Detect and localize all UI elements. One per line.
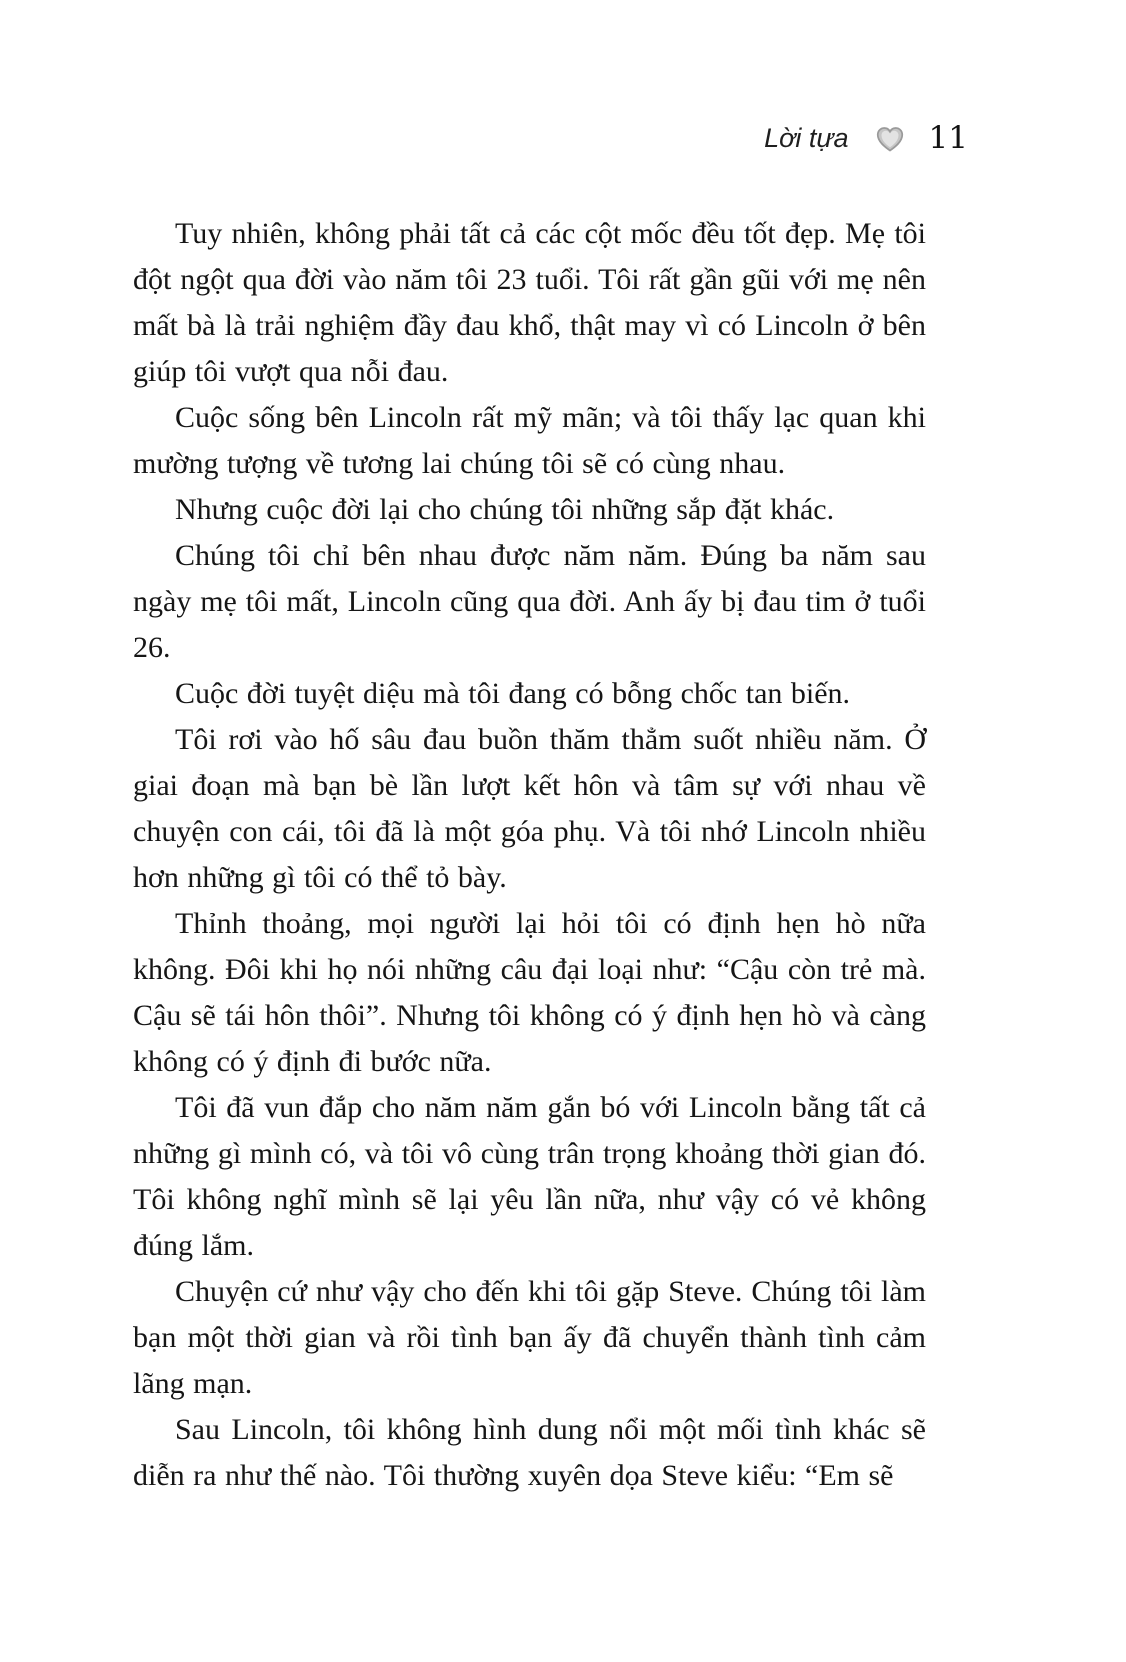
paragraph: Chuyện cứ như vậy cho đến khi tôi gặp Steve. Chúng tôi làm bạn một thời gian và rồi tình bạn ấy đã chuyển thành tình cảm lãng mạn.: [133, 1275, 926, 1400]
paragraph: Tôi rơi vào hố sâu đau buồn thăm thẳm suốt nhiều năm. Ở giai đoạn mà bạn bè lần lượt kết hôn và tâm sự với nhau về chuyện con cái, tôi đã là một góa phụ. Và tôi nhớ Lincoln nhiều hơn những gì tôi có thể tỏ bày.: [133, 723, 926, 894]
paragraph: Tôi đã vun đắp cho năm năm gắn bó với Lincoln bằng tất cả những gì mình có, và tôi vô cùng trân trọng khoảng thời gian đó. Tôi không nghĩ mình sẽ lại yêu lần nữa, như vậy có vẻ không đúng lắm.: [133, 1091, 926, 1262]
paragraph: Nhưng cuộc đời lại cho chúng tôi những sắp đặt khác.: [175, 493, 835, 526]
heart-icon: [875, 125, 905, 153]
page-header: [764, 121, 968, 155]
page-number: 11: [928, 120, 968, 156]
paragraph: Tuy nhiên, không phải tất cả các cột mốc đều tốt đẹp. Mẹ tôi đột ngột qua đời vào năm tôi 23 tuổi. Tôi rất gần gũi với mẹ nên mất bà là trải nghiệm đầy đau khổ, thật may vì có Lincoln ở bên giúp tôi vượt qua nỗi đau.: [133, 217, 926, 388]
paragraph: Chúng tôi chỉ bên nhau được năm năm. Đúng ba năm sau ngày mẹ tôi mất, Lincoln cũng qua đời. Anh ấy bị đau tim ở tuổi 26.: [133, 539, 926, 664]
paragraph: Thỉnh thoảng, mọi người lại hỏi tôi có định hẹn hò nữa không. Đôi khi họ nói những câu đại loại như: “Cậu còn trẻ mà. Cậu sẽ tái hôn thôi”. Nhưng tôi không có ý định hẹn hò và càng không có ý định đi bước nữa.: [133, 907, 926, 1078]
page-body: [133, 211, 926, 1499]
paragraph: Cuộc sống bên Lincoln rất mỹ mãn; và tôi thấy lạc quan khi mường tượng về tương lai chúng tôi sẽ có cùng nhau.: [133, 401, 926, 480]
paragraph: Cuộc đời tuyệt diệu mà tôi đang có bỗng chốc tan biến.: [175, 677, 851, 710]
running-title: Lời tựa: [764, 123, 849, 153]
paragraph: Sau Lincoln, tôi không hình dung nổi một mối tình khác sẽ diễn ra như thế nào. Tôi thường xuyên dọa Steve kiểu: “Em sẽ: [133, 1413, 926, 1492]
